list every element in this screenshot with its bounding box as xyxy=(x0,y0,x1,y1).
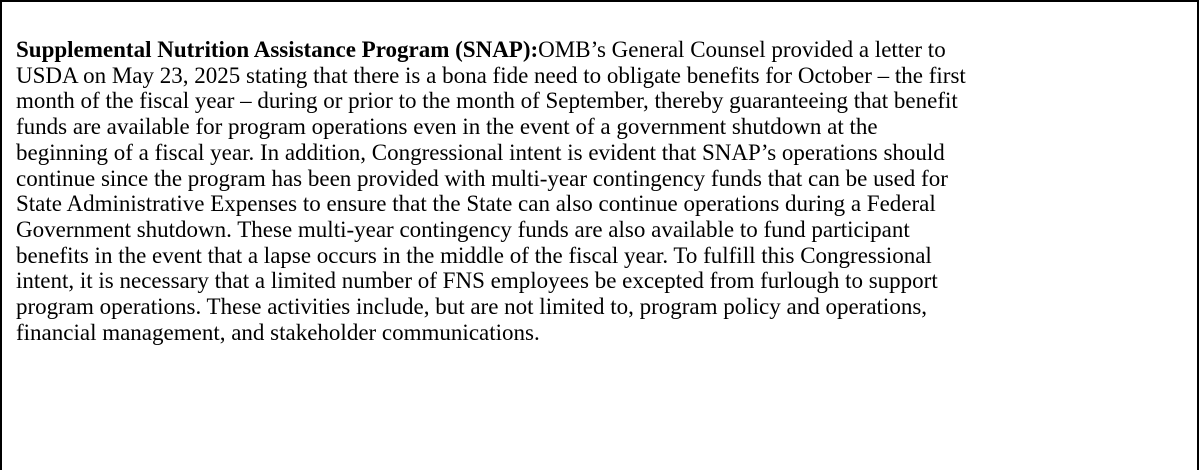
paragraph-line-12: financial management, and stakeholder communications. xyxy=(16,319,540,345)
section-heading: Supplemental Nutrition Assistance Program (SNAP): xyxy=(16,37,539,62)
snap-paragraph xyxy=(16,37,1186,345)
paragraph-line-11: program operations. These activities include, but are not limited to, program policy and operations, xyxy=(16,294,928,320)
paragraph-line-8: Government shutdown. These multi-year contingency funds are also available to fund participant xyxy=(16,216,910,242)
paragraph-line-4: funds are available for program operations even in the event of a government shutdown at the xyxy=(16,114,878,140)
paragraph-line-3: month of the fiscal year – during or prior to the month of September, thereby guaranteeing that benefit xyxy=(16,88,958,114)
paragraph-line-2: USDA on May 23, 2025 stating that there is a bona fide need to obligate benefits for October – the first xyxy=(16,62,966,88)
paragraph-line-1 xyxy=(16,37,1186,63)
paragraph-line-7: State Administrative Expenses to ensure that the State can also continue operations during a Federal xyxy=(16,191,936,217)
paragraph-line-6: continue since the program has been provided with multi-year contingency funds that can be used for xyxy=(16,165,948,191)
paragraph-line-9: benefits in the event that a lapse occurs in the middle of the fiscal year. To fulfill this Congressional xyxy=(16,242,932,268)
line-text: OMB’s General Counsel provided a letter to xyxy=(538,37,946,62)
paragraph-line-5: beginning of a fiscal year. In addition, Congressional intent is evident that SNAP’s operations should xyxy=(16,139,945,165)
paragraph-line-10: intent, it is necessary that a limited number of FNS employees be excepted from furlough to support xyxy=(16,268,938,294)
